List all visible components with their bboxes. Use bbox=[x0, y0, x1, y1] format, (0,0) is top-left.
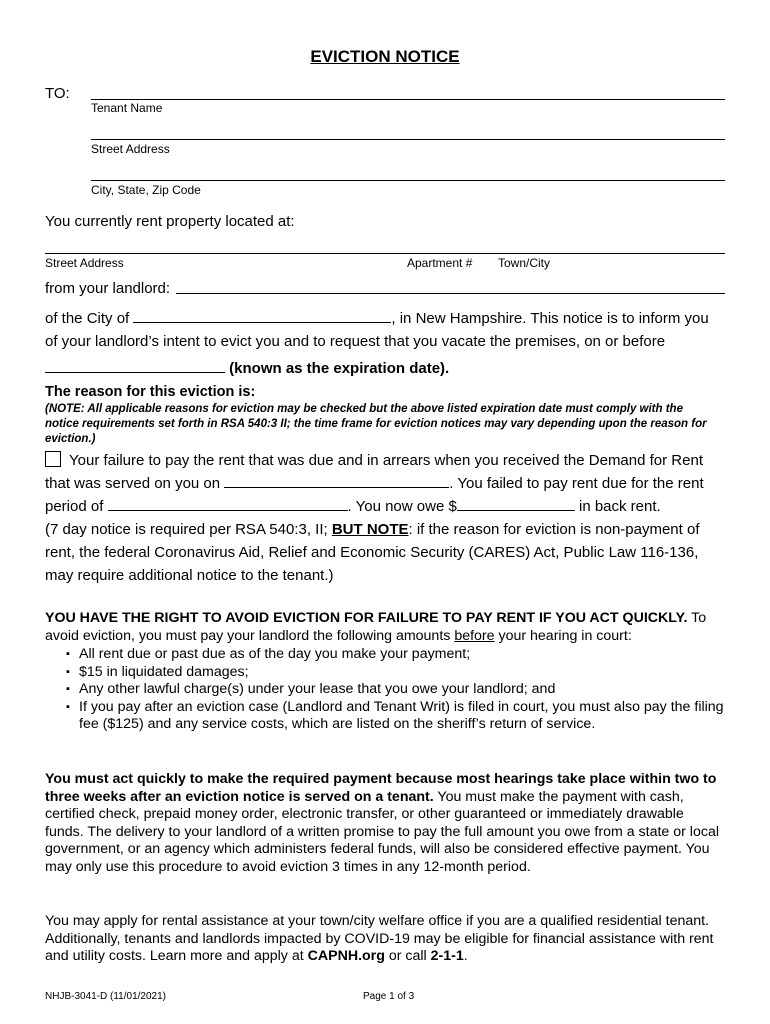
but-note: BUT NOTE bbox=[331, 521, 409, 538]
expiration-label: (known as the expiration date). bbox=[229, 360, 450, 377]
tenant-street-field[interactable] bbox=[91, 139, 725, 140]
capnh-link[interactable]: CAPNH.org bbox=[307, 948, 385, 964]
rent-reason-line1: Your failure to pay the rent that was due and in arrears when you received the Demand for Rent bbox=[69, 452, 703, 469]
list-item: ▪ All rent due or past due as of the day you make your payment; bbox=[66, 646, 725, 664]
rent-reason-line3-suffix: in back rent. bbox=[578, 498, 661, 515]
rent-period-field[interactable] bbox=[108, 496, 348, 511]
property-town-label: Town/City bbox=[498, 256, 551, 270]
rent-reason-line4-prefix: (7 day notice is required per RSA 540:3, II; bbox=[45, 521, 328, 538]
right-heading: YOU HAVE THE RIGHT TO AVOID EVICTION FOR FAILURE TO PAY RENT IF YOU ACT QUICKLY. bbox=[45, 610, 688, 626]
document-title: EVICTION NOTICE bbox=[310, 47, 460, 66]
city-suffix: , in New Hampshire. This notice is to inform you bbox=[391, 310, 709, 327]
list-item: ▪ $15 in liquidated damages; bbox=[66, 664, 725, 682]
payment-list bbox=[66, 646, 725, 734]
tenant-street-label: Street Address bbox=[91, 142, 170, 156]
city-line bbox=[45, 307, 735, 330]
act-quickly-text: You must make the payment with cash, certified check, prepaid money order, electronic transfer, or other guaranteed or immediately drawable funds. The delivery to your landlord of a written promise to pay the full amount you owe from a state or local government, or an agency which administers federal funds, will also be considered effective payment. You may only use this procedure to avoid eviction 3 times in any 12-month period. bbox=[45, 788, 719, 875]
landlord-name-field[interactable] bbox=[176, 293, 725, 294]
form-id: NHJB-3041-D (11/01/2021) bbox=[45, 991, 166, 1002]
page-number: Page 1 of 3 bbox=[363, 991, 415, 1002]
right-intro-a: To avoid eviction, you must pay your landlord the following amounts bbox=[45, 610, 707, 644]
landlord-label: from your landlord: bbox=[45, 280, 171, 297]
property-street-label: Street Address bbox=[45, 256, 124, 270]
reason-heading: The reason for this eviction is: bbox=[45, 384, 256, 400]
demand-served-date-field[interactable] bbox=[224, 473, 449, 488]
list-item: ▪ If you pay after an eviction case (Landlord and Tenant Writ) is filed in court, you must also pay the filing fee ($125) and any service costs, which are listed on the sheriff’s return of service. bbox=[66, 699, 725, 734]
rent-reason-line3-mid: . You now owe $ bbox=[347, 498, 457, 515]
expiration-line bbox=[45, 357, 449, 380]
assistance-mid: or call bbox=[384, 948, 431, 964]
assistance-end: . bbox=[463, 948, 468, 964]
tenant-city-field[interactable] bbox=[91, 180, 725, 181]
tenant-city-label: City, State, Zip Code bbox=[91, 183, 201, 197]
rent-reason bbox=[45, 449, 745, 587]
right-intro-b: your hearing in court: bbox=[494, 627, 632, 644]
rent-reason-checkbox[interactable] bbox=[45, 451, 61, 467]
rent-reason-line2-suffix: . You failed to pay rent due for the rent bbox=[449, 475, 704, 492]
act-quickly-bold: You must act quickly to make the required payment because most hearings take place within two to three weeks after an eviction notice is served on a tenant. bbox=[45, 771, 717, 805]
rent-reason-line2-prefix: that was served on you on bbox=[45, 475, 221, 492]
act-quickly-paragraph bbox=[45, 771, 723, 876]
phone-211[interactable]: 2-1-1 bbox=[430, 948, 464, 964]
right-intro-before: before bbox=[454, 627, 495, 644]
rent-reason-line3-prefix: period of bbox=[45, 498, 104, 515]
list-item: ▪ Any other lawful charge(s) under your lease that you owe your landlord; and bbox=[66, 681, 725, 699]
assistance-paragraph bbox=[45, 913, 723, 966]
to-label: TO: bbox=[45, 85, 70, 102]
property-intro: You currently rent property located at: bbox=[45, 213, 295, 230]
tenant-name-field[interactable] bbox=[91, 99, 725, 100]
rent-reason-line5: rent, the federal Coronavirus Aid, Relief and Economic Security (CARES) Act, Public Law 116-136, bbox=[45, 544, 699, 561]
city-field[interactable] bbox=[133, 308, 391, 323]
rent-reason-line4-suffix: : if the reason for eviction is non-payment of bbox=[408, 521, 700, 538]
expiration-date-field[interactable] bbox=[45, 358, 225, 373]
property-address-field[interactable] bbox=[45, 253, 725, 254]
assistance-text: You may apply for rental assistance at your town/city welfare office if you are a qualified residential tenant. Additionally, tenants and landlords impacted by COVID-19 may be eligible for financial assistance with rent and utility costs. Learn more and apply at bbox=[45, 913, 714, 964]
rent-reason-line6: may require additional notice to the tenant.) bbox=[45, 567, 334, 584]
tenant-name-label: Tenant Name bbox=[91, 101, 163, 115]
city-prefix: of the City of bbox=[45, 310, 130, 327]
back-rent-amount-field[interactable] bbox=[457, 496, 575, 511]
right-to-avoid-section bbox=[45, 610, 725, 734]
property-apartment-label: Apartment # bbox=[407, 256, 473, 270]
reason-note: (NOTE: All applicable reasons for eviction may be checked but the above listed expiration date must comply with the notice requirements set forth in RSA 540:3 II; the time frame for eviction notices may vary depending upon the reason for eviction.) bbox=[45, 403, 707, 445]
intent-line: of your landlord’s intent to evict you and to request that you vacate the premises, on or before bbox=[45, 333, 666, 350]
